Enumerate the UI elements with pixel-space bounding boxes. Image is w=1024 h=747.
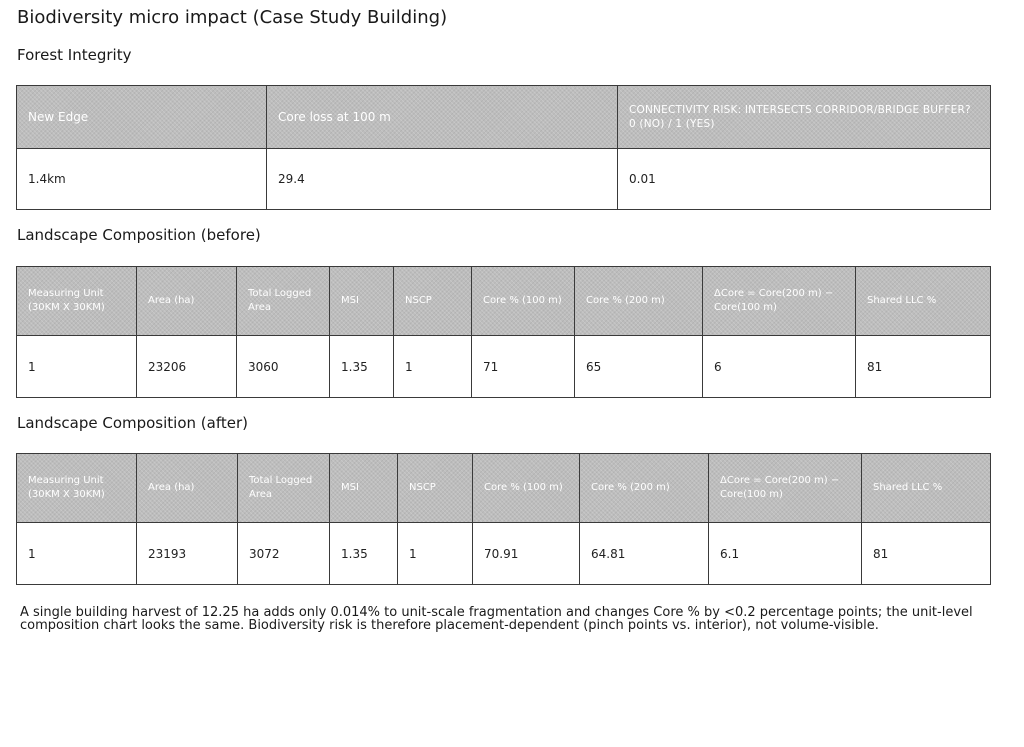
header-core-200: Core % (200 m): [580, 454, 709, 523]
page-title: Biodiversity micro impact (Case Study Building): [17, 7, 448, 28]
cell-shared-llc: 81: [862, 523, 991, 585]
header-shared-llc: Shared LLC %: [856, 267, 991, 336]
header-new-edge: New Edge: [17, 86, 267, 149]
header-core-200: Core % (200 m): [575, 267, 703, 336]
header-core-100: Core % (100 m): [472, 267, 575, 336]
table-header-row: [17, 267, 991, 336]
forest-integrity-heading: Forest Integrity: [17, 46, 132, 64]
header-measuring-unit: Measuring Unit (30KM X 30KM): [17, 454, 137, 523]
header-core-100: Core % (100 m): [473, 454, 580, 523]
header-connectivity-risk: CONNECTIVITY RISK: INTERSECTS CORRIDOR/BRIDGE BUFFER? 0 (NO) / 1 (YES): [618, 86, 991, 149]
cell-delta-core: 6: [703, 336, 856, 398]
cell-shared-llc: 81: [856, 336, 991, 398]
header-measuring-unit: Measuring Unit (30KM X 30KM): [17, 267, 137, 336]
header-msi: MSI: [330, 454, 398, 523]
forest-integrity-table: [16, 85, 991, 210]
cell-area: 23193: [137, 523, 238, 585]
header-core-loss: Core loss at 100 m: [267, 86, 618, 149]
header-nscp: NSCP: [398, 454, 473, 523]
table-row: [17, 149, 991, 210]
cell-core-200: 64.81: [580, 523, 709, 585]
landscape-before-table: [16, 266, 991, 398]
cell-connectivity-risk: 0.01: [618, 149, 991, 210]
cell-core-100: 71: [472, 336, 575, 398]
table-header-row: [17, 86, 991, 149]
header-msi: MSI: [330, 267, 394, 336]
cell-msi: 1.35: [330, 336, 394, 398]
header-delta-core: ΔCore = Core(200 m) − Core(100 m): [709, 454, 862, 523]
cell-nscp: 1: [398, 523, 473, 585]
cell-total-logged-area: 3072: [238, 523, 330, 585]
cell-delta-core: 6.1: [709, 523, 862, 585]
cell-core-100: 70.91: [473, 523, 580, 585]
header-delta-core: ΔCore = Core(200 m) − Core(100 m): [703, 267, 856, 336]
cell-total-logged-area: 3060: [237, 336, 330, 398]
cell-nscp: 1: [394, 336, 472, 398]
landscape-after-heading: Landscape Composition (after): [17, 414, 248, 432]
header-total-logged-area: Total Logged Area: [237, 267, 330, 336]
cell-msi: 1.35: [330, 523, 398, 585]
header-area: Area (ha): [137, 267, 237, 336]
table-header-row: [17, 454, 991, 523]
cell-measuring-unit: 1: [17, 336, 137, 398]
cell-new-edge: 1.4km: [17, 149, 267, 210]
landscape-before-heading: Landscape Composition (before): [17, 226, 261, 244]
header-shared-llc: Shared LLC %: [862, 454, 991, 523]
summary-note: A single building harvest of 12.25 ha adds only 0.014% to unit-scale fragmentation and changes Core % by <0.2 percentage points; the unit-level composition chart looks the same. Biodiversity risk is therefore placement-dependent (pinch points vs. interior), not volume-visible.: [20, 605, 973, 633]
header-area: Area (ha): [137, 454, 238, 523]
cell-core-200: 65: [575, 336, 703, 398]
table-row: [17, 336, 991, 398]
cell-measuring-unit: 1: [17, 523, 137, 585]
header-total-logged-area: Total Logged Area: [238, 454, 330, 523]
table-row: [17, 523, 991, 585]
header-nscp: NSCP: [394, 267, 472, 336]
cell-core-loss: 29.4: [267, 149, 618, 210]
landscape-after-table: [16, 453, 991, 585]
cell-area: 23206: [137, 336, 237, 398]
